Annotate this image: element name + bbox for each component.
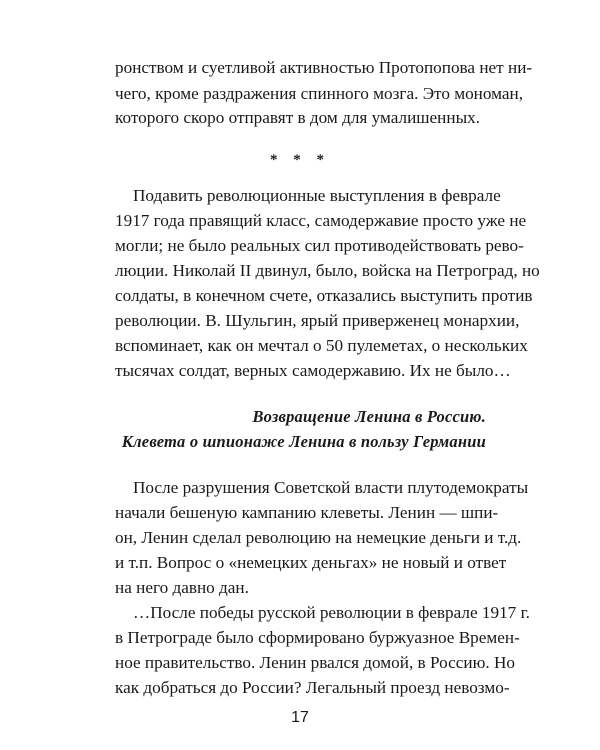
section-heading: Возвращение Ленина в Россию. bbox=[252, 407, 486, 426]
text-line: 1917 года правящий класс, самодержавие просто уже не bbox=[115, 211, 527, 230]
text-line: которого скоро отправят в дом для умалишенных. bbox=[115, 108, 481, 127]
section-separator: * * * bbox=[270, 152, 330, 168]
text-line: ронством и суетливой активностью Протопопова нет ни- bbox=[115, 58, 533, 77]
text-line: люции. Николай II двинул, было, войска на Петроград, но bbox=[115, 261, 540, 280]
text-line: на него давно дан. bbox=[115, 578, 249, 597]
text-line: могли; не было реальных сил противодействовать рево- bbox=[115, 236, 524, 255]
section-heading: Клевета о шпионаже Ленина в пользу Германии bbox=[121, 432, 486, 451]
paragraph-first-line: Подавить революционные выступления в феврале bbox=[133, 186, 501, 205]
text-line: ное правительство. Ленин рвался домой, в Россию. Но bbox=[115, 653, 516, 672]
text-line: он, Ленин сделал революцию на немецкие деньги и т.д. bbox=[115, 528, 522, 547]
text-line: начали бешеную кампанию клеветы. Ленин — шпи- bbox=[115, 503, 499, 522]
text-line: солдаты, в конечном счете, отказались выступить против bbox=[115, 286, 533, 305]
text-line: и т.п. Вопрос о «немецких деньгах» не новый и ответ bbox=[115, 553, 507, 572]
text-line: вспоминает, как он мечтал о 50 пулеметах, о нескольких bbox=[115, 336, 528, 355]
text-line: чего, кроме раздражения спинного мозга. Это мономан, bbox=[115, 84, 524, 103]
text-line: тысячах солдат, верных самодержавию. Их не было… bbox=[115, 361, 511, 380]
text-line: революции. В. Шульгин, ярый приверженец монархии, bbox=[115, 311, 520, 330]
paragraph-first-line: …После победы русской революции в феврале 1917 г. bbox=[133, 603, 530, 622]
paragraph-first-line: После разрушения Советской власти плутодемократы bbox=[133, 478, 529, 497]
text-line: в Петрограде было сформировано буржуазное Времен- bbox=[115, 628, 520, 647]
text-line: как добраться до России? Легальный проезд невозмо- bbox=[115, 678, 510, 697]
page-number: 17 bbox=[291, 709, 309, 726]
